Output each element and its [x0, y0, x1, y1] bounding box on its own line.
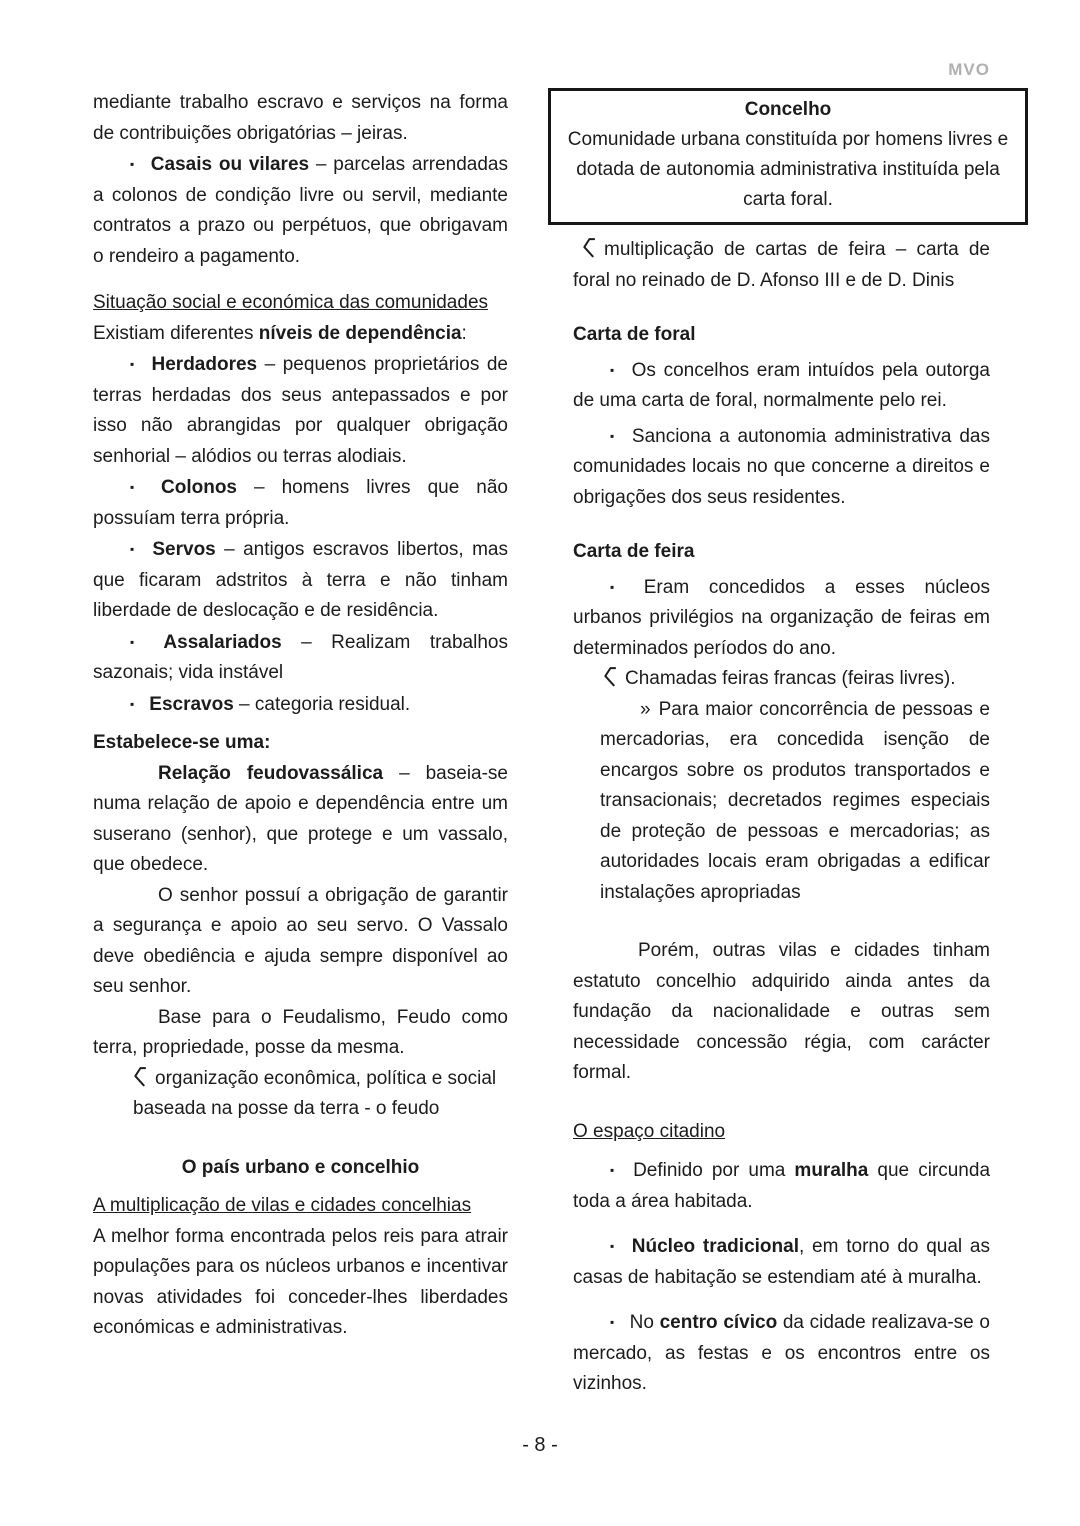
text-run: , em torno do qual as casas de habitação se estendiam até à muralha.	[573, 1236, 991, 1288]
bullet-text: Os concelhos eram intuídos pela outorga de uma carta de foral, normalmente pelo rei.	[573, 359, 990, 411]
text-run: Existiam diferentes	[93, 322, 259, 344]
text-run-bold: centro cívico	[659, 1312, 778, 1333]
curl-bullet-icon	[582, 237, 595, 258]
square-bullet-icon: ▪	[130, 696, 135, 711]
square-bullet-icon: ▪	[610, 428, 617, 443]
text-run-bold: Núcleo tradicional	[631, 1236, 799, 1257]
heading-espaco-citadino	[573, 1117, 990, 1148]
heading-text: A multiplicação de vilas e cidades concelhias	[93, 1195, 472, 1216]
bullet-item-escravos	[93, 689, 508, 721]
square-bullet-icon: ▪	[610, 1315, 615, 1329]
bullet-lead: Assalariados	[163, 631, 282, 653]
bullet-item-assalariados	[93, 627, 508, 689]
curl-bullet-icon	[603, 666, 616, 687]
text-run: No	[629, 1312, 660, 1333]
paragraph-melhor-forma: A melhor forma encontrada pelos reis para atrair populações para os núcleos urbanos e incentivar novas atividades foi conceder-lhes liberdades económicas e administrativas.	[93, 1225, 508, 1338]
text-run-bold: muralha	[794, 1160, 869, 1181]
bullet-item-foral-1	[573, 355, 990, 417]
bullet-item-servos	[93, 534, 508, 627]
header-initials: MVO	[948, 60, 990, 79]
curl-bullet-icon	[133, 1066, 146, 1087]
paragraph-base: Base para o Feudalismo, Feudo como terra, propriedade, posse da mesma.	[93, 1006, 508, 1058]
text-run: :	[461, 322, 467, 344]
bullet-lead: Escravos	[149, 693, 234, 715]
concelho-definition-box	[548, 88, 1028, 225]
text-run-bold: Relação feudovassálica	[158, 762, 384, 784]
paragraph-niveis	[93, 319, 508, 350]
bullet-lead: Casais ou vilares	[150, 154, 310, 175]
bullet-lead: Colonos	[161, 477, 237, 498]
heading-text: Situação social e económica das comunidades	[93, 292, 489, 313]
bullet-text: – antigos escravos libertos, mas que ficaram adstritos à terra e não tinham liberdade de deslocação e de residência.	[93, 539, 508, 621]
bullet-text: – Realizam trabalhos sazonais; vida instável	[93, 631, 508, 683]
text-run: que circunda toda a área habitada.	[573, 1160, 991, 1212]
bullet-text: Eram concedidos a esses núcleos urbanos privilégios na organização de feiras em determinados períodos do ano.	[573, 576, 990, 659]
paragraph-intro: mediante trabalho escravo e serviços na forma de contribuições obrigatórias – jeiras.	[93, 92, 508, 144]
heading-carta-foral: Carta de foral	[573, 324, 696, 345]
paragraph-porem: Porém, outras vilas e cidades tinham estatuto concelhio adquirido ainda antes da fundação da nacionalidade e outras sem necessidade concessão régia, com carácter formal.	[573, 940, 990, 1083]
note-cartas-feira	[573, 235, 990, 296]
bullet-lead: Herdadores	[151, 354, 258, 375]
text-run: Definido por uma	[633, 1160, 795, 1181]
paragraph-senhor: O senhor possuí a obrigação de garantir a segurança e apoio ao seu servo. O Vassalo deve obediência e ajuda sempre disponível ao seu senhor.	[93, 884, 508, 997]
bullet-text: – categoria residual.	[233, 693, 411, 715]
subnote-feiras	[573, 695, 990, 909]
note-text: organização econômica, política e social baseada na posse da terra - o feudo	[133, 1067, 497, 1119]
paragraph-relacao	[93, 759, 508, 881]
heading-pais-urbano: O país urbano e concelhio	[181, 1156, 420, 1178]
box-title: Concelho	[744, 99, 832, 120]
bullet-item-herdadores	[93, 349, 508, 472]
box-body: Comunidade urbana constituída por homens livres e dotada de autonomia administrativa instituída pela carta foral.	[567, 129, 1009, 210]
bullet-item-casais	[93, 149, 508, 272]
square-bullet-icon: ▪	[610, 1239, 617, 1253]
double-angle-bullet-icon: »	[640, 698, 651, 720]
bullet-item-nucleo	[573, 1231, 990, 1293]
square-bullet-icon: ▪	[610, 362, 617, 377]
heading-carta-feira: Carta de feira	[573, 541, 695, 562]
note-text: Chamadas feiras francas (feiras livres).	[625, 668, 956, 689]
text-run: – baseia-se numa relação de apoio e dependência entre um suserano (senhor), que protege e um vassalo, que obedece.	[93, 762, 508, 875]
heading-multiplicacao	[93, 1191, 508, 1222]
page-number: - 8 -	[522, 1434, 558, 1456]
bullet-text: – parcelas arrendadas a colonos de condição livre ou servil, mediante contratos a prazo ou perpétuos, que obrigavam o rendeiro a pagamento.	[93, 154, 508, 267]
square-bullet-icon: ▪	[130, 157, 136, 171]
square-bullet-icon: ▪	[130, 542, 138, 556]
bullet-item-centro-civico	[573, 1307, 990, 1400]
heading-text: O espaço citadino	[573, 1120, 726, 1142]
heading-situacao	[93, 288, 508, 319]
bullet-text: Sanciona a autonomia administrativa das comunidades locais no que concerne a direitos e obrigações dos seus residentes.	[573, 425, 990, 508]
bullet-item-muralha	[573, 1155, 990, 1217]
right-column	[567, 88, 1009, 1400]
text-run: da cidade realizava-se o mercado, as festas e os encontros entre os vizinhos.	[573, 1312, 990, 1394]
bullet-text: – homens livres que não possuíam terra própria.	[93, 477, 508, 529]
square-bullet-icon: ▪	[130, 480, 146, 494]
bullet-item-feira	[573, 572, 990, 665]
bullet-item-colonos	[93, 472, 508, 534]
square-bullet-icon: ▪	[130, 357, 137, 371]
subnote-text: Para maior concorrência de pessoas e mercadorias, era concedida isenção de encargos sobre os produtos transportados e transacionais; decretados regimes especiais de proteção de pessoas e mercadorias; as autoridades locais eram obrigadas a edificar instalações apropriadas	[600, 698, 990, 903]
square-bullet-icon: ▪	[610, 1163, 619, 1177]
bullet-lead: Servos	[152, 539, 216, 560]
square-bullet-icon: ▪	[130, 634, 149, 649]
left-column	[93, 88, 508, 1344]
bullet-text: – pequenos proprietários de terras herdadas dos seus antepassados e por isso não abrangidas por qualquer obrigação senhorial – alódios ou terras alodiais.	[93, 354, 509, 467]
text-run-bold: níveis de dependência	[258, 322, 462, 344]
note-text: multiplicação de cartas de feira – carta de foral no reinado de D. Afonso III e de D. Dinis	[573, 239, 990, 291]
bullet-item-foral-2	[573, 421, 990, 514]
note-feiras-francas	[573, 664, 990, 695]
note-feudo	[93, 1064, 508, 1125]
square-bullet-icon: ▪	[610, 579, 629, 594]
paragraph-estabelece: Estabelece-se uma:	[93, 732, 271, 753]
